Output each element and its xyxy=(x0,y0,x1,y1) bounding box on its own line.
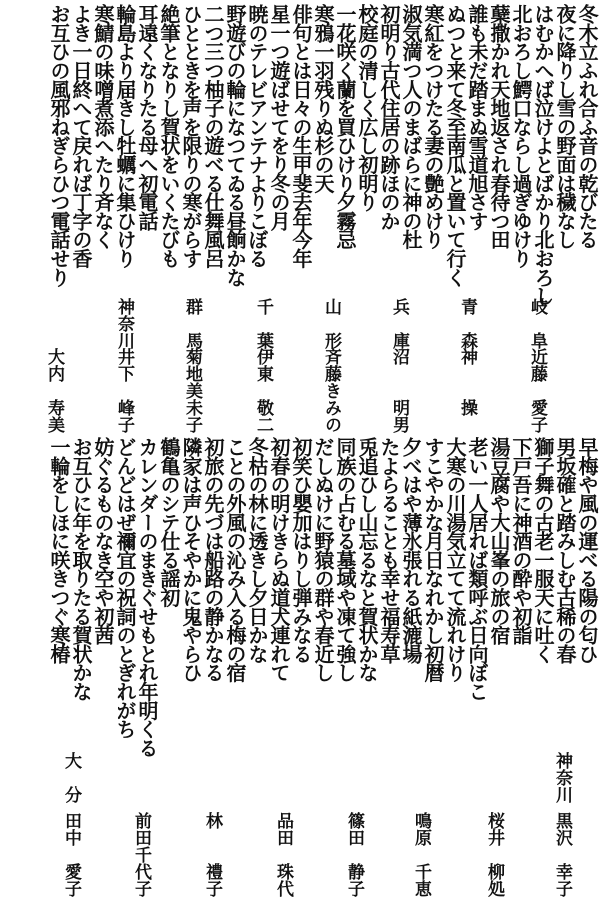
author-prefecture: 山 形 xyxy=(321,298,341,349)
haiku-line: 夕べはや薄氷張れる紙漉場 xyxy=(399,437,423,663)
haiku-line: 一輪をしほに咲きつぐ寒椿 xyxy=(47,437,71,663)
haiku-line: 星一つ遊ばせてをり冬の月 xyxy=(267,4,291,230)
author-credit xyxy=(62,812,80,897)
author-credit xyxy=(203,812,221,897)
author-credit xyxy=(322,298,340,349)
author-name: 沼 明男 xyxy=(389,348,409,433)
haiku-line: 校庭の清しく広し初明り xyxy=(355,4,379,211)
haiku-line: カレンダーのまきぐせもとれ年明くる xyxy=(135,437,159,757)
author-name: 桜井 柳処 xyxy=(484,812,504,897)
author-prefecture: 群 馬 xyxy=(182,298,202,349)
haiku-line: 老い一人居れば類呼ぶ日向ぼこ xyxy=(465,437,489,701)
author-prefecture: 千 葉 xyxy=(253,298,273,349)
author-name: 神 操 xyxy=(457,348,477,416)
author-prefecture: 青 森 xyxy=(457,298,477,349)
haiku-line: 寒鯖の味噌煮添へたり斉なく xyxy=(91,4,115,249)
author-name: 田中 愛子 xyxy=(61,812,81,897)
haiku-line: 夜に降りし雪の野面は穢なし xyxy=(553,4,577,249)
haiku-line: 下戸吾に神酒の酔や初詣 xyxy=(509,437,533,644)
author-credit xyxy=(274,812,292,897)
haiku-line: 早梅や風の運べる陽の匂ひ xyxy=(575,437,599,663)
author-credit xyxy=(254,298,272,349)
author-credit xyxy=(458,348,476,416)
author-prefecture: 神奈川 xyxy=(552,752,572,803)
haiku-line: 隣家は声ひそやかに鬼やらひ xyxy=(179,437,203,682)
author-credit xyxy=(528,348,546,433)
haiku-line: 初旅の先づは船路の静かなる xyxy=(201,437,225,682)
author-credit xyxy=(45,348,63,433)
author-credit xyxy=(390,348,408,433)
author-credit xyxy=(115,348,133,433)
haiku-line: ひとときを声を限りの寒がらす xyxy=(179,4,203,268)
author-name: 林 禮子 xyxy=(202,812,222,897)
haiku-line: 初明り古代住居の跡ほのか xyxy=(377,4,401,230)
author-credit xyxy=(62,752,80,803)
author-credit xyxy=(458,298,476,349)
author-credit xyxy=(183,298,201,349)
haiku-line: 寒紅をつけたる妻の艶めけり xyxy=(421,4,445,249)
haiku-line: 大寒の川湯気立てて流れけり xyxy=(443,437,467,682)
haiku-line: 暁のテレビアンテナよりこぼる xyxy=(245,4,269,268)
author-credit xyxy=(390,298,408,349)
haiku-line: 輪島より届きし牡蠣に集ひけり xyxy=(113,4,137,268)
haiku-line: 野遊びの輪になつてゐる昼餉かな xyxy=(223,4,247,287)
author-credit xyxy=(115,298,133,349)
author-name: 大内 寿美 xyxy=(44,348,64,433)
haiku-line: よき一日終へて戻れば丁字の香 xyxy=(69,4,93,268)
haiku-line: 初春の明けきらぬ道犬連れて xyxy=(267,437,291,682)
author-credit xyxy=(412,812,430,897)
author-name: 黒沢 幸子 xyxy=(552,812,572,897)
haiku-line: お互ひの風邪ねぎらひつ電話せり xyxy=(47,4,71,287)
haiku-line: すこやかな月日なれかし初暦 xyxy=(421,437,445,682)
author-credit xyxy=(345,812,363,897)
haiku-line: 兎追ひし山忘るなと賀状かな xyxy=(355,437,379,682)
author-credit xyxy=(553,812,571,897)
haiku-line: 二つ三つ柚子の遊べる仕舞風呂 xyxy=(201,4,225,268)
haiku-line: 北おろし鰐口ならし過ぎゆけり xyxy=(509,4,533,268)
author-credit xyxy=(254,348,272,433)
haiku-line: はむかへば泣けよとばかり北おろし xyxy=(531,4,555,305)
haiku-line: 蘖撒かれ天地返され春待つ田 xyxy=(487,4,511,249)
haiku-line: ぬつと来て冬至南瓜と置いて行く xyxy=(443,4,467,287)
haiku-line: 絶筆となりし賀状をいくたびも xyxy=(157,4,181,268)
author-credit xyxy=(553,752,571,803)
haiku-line: どんどはぜ禰宜の祝詞のとぎれがち xyxy=(113,437,137,738)
author-name: 斉藤きみの xyxy=(321,348,341,433)
haiku-line: お互ひに年を取りたる賀状かな xyxy=(69,437,93,701)
haiku-line: 鶴亀のシテ仕る謡初 xyxy=(157,437,181,607)
haiku-line: 寒鴉一羽残りぬ杉の天 xyxy=(311,4,335,193)
author-name: 伊東 敬二 xyxy=(253,348,273,433)
haiku-line: 獅子舞の古老一服天に吐く xyxy=(531,437,555,663)
author-credit xyxy=(528,298,546,349)
haiku-line: だしぬけに野猿の群や春近し xyxy=(311,437,335,682)
haiku-line: たよらることも幸せ福寿草 xyxy=(377,437,401,663)
haiku-line: 一花咲く蘭を買ひけり夕霧忌 xyxy=(333,4,357,249)
haiku-line: ことの外風の沁み入る梅の宿 xyxy=(223,437,247,682)
haiku-line: 淑気満つ人のまばらに神の杜 xyxy=(399,4,423,249)
author-name: 井下 峰子 xyxy=(114,348,134,433)
haiku-line: 湯豆腐や大山峯の旅の宿 xyxy=(487,437,511,644)
author-credit xyxy=(485,812,503,897)
author-name: 近藤 愛子 xyxy=(527,348,547,433)
author-prefecture: 岐 阜 xyxy=(527,298,547,349)
haiku-line: 耳遠くなりたる母へ初電話 xyxy=(135,4,159,230)
author-name: 菊地美未子 xyxy=(182,348,202,433)
author-credit xyxy=(183,348,201,433)
author-name: 前田千代子 xyxy=(131,812,151,897)
haiku-line: 妨ぐるものなき空や初茜 xyxy=(91,437,115,644)
haiku-line: 冬木立ふれ合ふ音の乾びたる xyxy=(575,4,599,249)
haiku-line: 冬枯の林に透きし夕日かな xyxy=(245,437,269,663)
haiku-line: 俳句とは日々の生甲斐去年今年 xyxy=(289,4,313,268)
author-prefecture: 神奈川 xyxy=(114,298,134,349)
author-name: 品田 珠代 xyxy=(273,812,293,897)
author-prefecture: 大 分 xyxy=(61,752,81,803)
haiku-line: 初笑ひ嬰加はりし弾みなる xyxy=(289,437,313,663)
author-credit xyxy=(322,348,340,433)
haiku-line: 同族の占むる墓域や凍て強し xyxy=(333,437,357,682)
author-prefecture: 兵 庫 xyxy=(389,298,409,349)
author-name: 鳴原 千恵 xyxy=(411,812,431,897)
haiku-line: 男坂確と踏みしむ古稀の春 xyxy=(553,437,577,663)
haiku-line: 誰も未だ踏まぬ雪道旭さす xyxy=(465,4,489,230)
author-credit xyxy=(132,812,150,897)
author-name: 篠田 静子 xyxy=(344,812,364,897)
